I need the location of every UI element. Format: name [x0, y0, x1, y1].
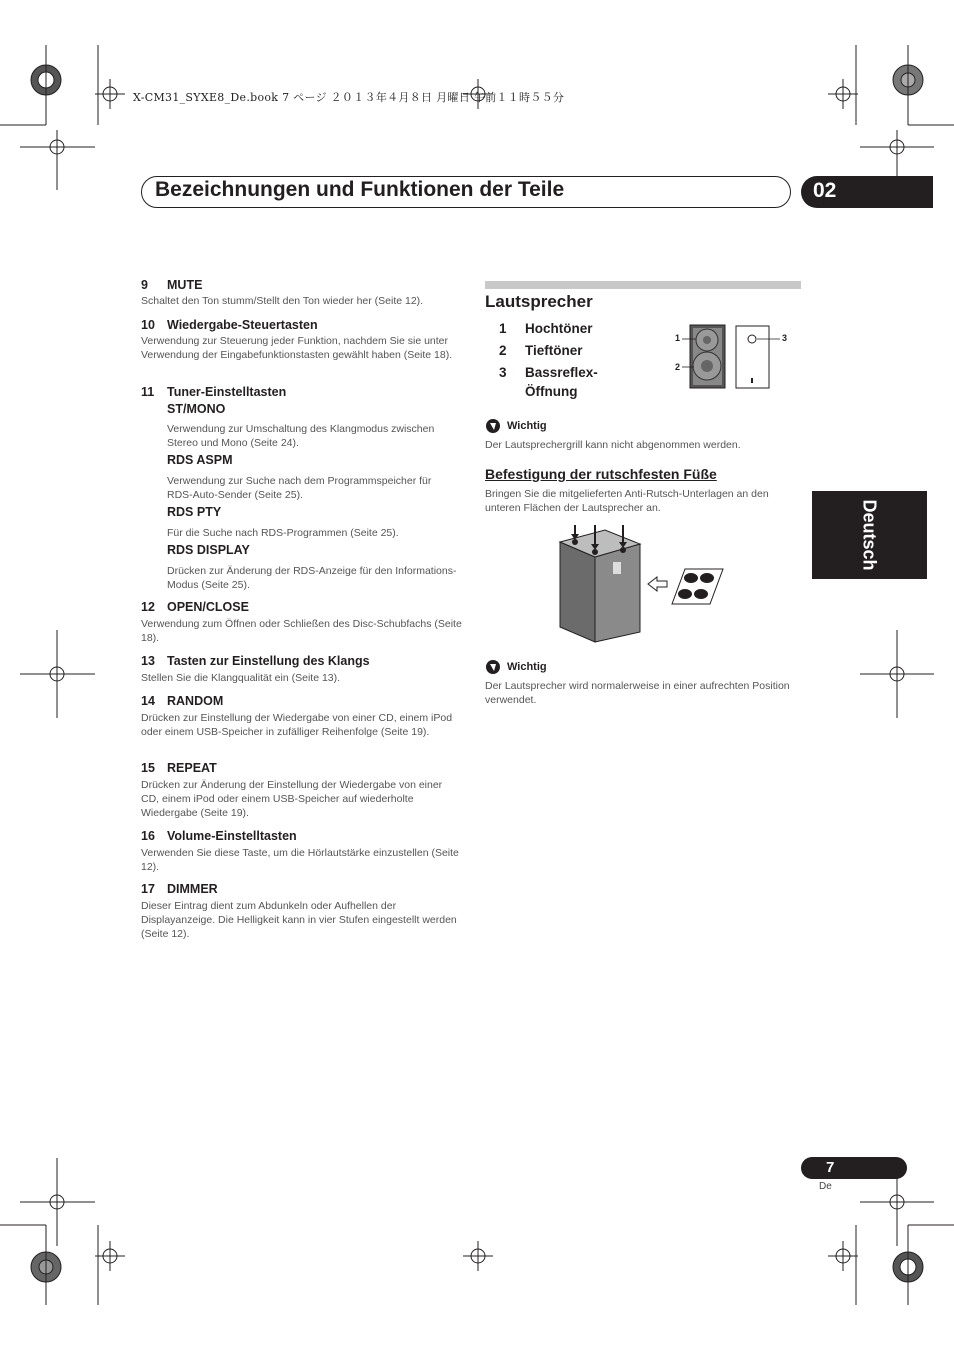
item-title: [141, 600, 249, 614]
note-text: Der Lautsprechergrill kann nicht abgenommen werden.: [485, 439, 741, 451]
item-title: [141, 654, 370, 668]
item-name: Wiedergabe-Steuertasten: [167, 318, 318, 332]
note-heading: Wichtig: [507, 661, 547, 673]
subitem-title: RDS ASPM: [167, 453, 233, 467]
item-title: [141, 882, 218, 896]
subitem-description: Verwendung zur Suche nach dem Programmspeicher für RDS-Auto-Sender (Seite 25).: [167, 475, 432, 501]
anti-slip-diagram: [555, 522, 725, 644]
item-description: Stellen Sie die Klangqualität ein (Seite 13).: [141, 672, 341, 684]
item-name: RANDOM: [167, 694, 224, 708]
subitem-description: Für die Suche nach RDS-Programmen (Seite 25).: [167, 527, 399, 539]
part-label: Bassreflex-: [525, 365, 598, 380]
item-description: Dieser Eintrag dient zum Abdunkeln oder Aufhellen der Displayanzeige. Die Helligkeit kann in vier Stufen eingestellt werden (Seite 12).: [141, 900, 457, 940]
diagram-label: 1: [675, 333, 681, 343]
page-title: Bezeichnungen und Funktionen der Teile: [155, 178, 565, 201]
item-name: REPEAT: [167, 761, 217, 775]
item-description: Verwendung zum Öffnen oder Schließen des Disc-Schubfachs (Seite 18).: [141, 618, 462, 644]
diagram-label: 3: [782, 333, 788, 343]
language-label: Deutsch: [859, 499, 880, 571]
section-bar: [485, 281, 801, 289]
subitem-description: Verwendung zur Umschaltung des Klangmodus zwischen Stereo und Mono (Seite 24).: [167, 423, 435, 449]
item-name: Tasten zur Einstellung des Klangs: [167, 654, 370, 668]
item-number: 15: [141, 761, 155, 775]
item-title: [141, 385, 286, 399]
item-number: 9: [141, 278, 148, 292]
speaker-diagram: [670, 322, 795, 392]
item-title: [141, 829, 297, 843]
important-icon: [486, 419, 501, 434]
item-name: DIMMER: [167, 882, 218, 896]
item-title: [141, 761, 217, 775]
part-label: Tieftöner: [525, 343, 583, 358]
item-name: Volume-Einstelltasten: [167, 829, 297, 843]
item-number: 13: [141, 654, 155, 668]
speaker-part: [499, 321, 593, 336]
item-title: [141, 318, 318, 332]
item-title: [141, 278, 202, 292]
part-label: Hochtöner: [525, 321, 593, 336]
diagram-label: 2: [675, 362, 681, 372]
file-info: X-CM31_SYXE8_De.book 7 ページ ２０１３年４月８日 月曜日 午前１１時５５分: [133, 91, 565, 104]
part-number: 3: [499, 365, 507, 380]
item-name: MUTE: [167, 278, 203, 292]
item-name: Tuner-Einstelltasten: [167, 385, 287, 399]
subitem-title: ST/MONO: [167, 402, 226, 416]
speaker-part: [499, 343, 583, 358]
section-title: Lautsprecher: [485, 292, 593, 311]
subitem-description: Drücken zur Änderung der RDS-Anzeige für den Informations-Modus (Seite 25).: [167, 565, 457, 591]
note-text: Der Lautsprecher wird normalerweise in einer aufrechten Position verwendet.: [485, 680, 790, 706]
speaker-part: [499, 365, 598, 380]
item-description: Verwenden Sie diese Taste, um die Hörlautstärke einzustellen (Seite 12).: [141, 847, 459, 873]
item-number: 12: [141, 600, 155, 614]
chapter-number: 02: [813, 179, 837, 202]
page-number-badge: [801, 1157, 907, 1179]
subsection-text: Bringen Sie die mitgelieferten Anti-Rutsch-Unterlagen an den unteren Flächen der Lautsprecher an.: [485, 488, 769, 514]
subitem-title: RDS DISPLAY: [167, 543, 250, 557]
subsection-title: Befestigung der rutschfesten Füße: [485, 466, 717, 482]
item-number: 16: [141, 829, 155, 843]
item-description: Drücken zur Änderung der Einstellung der Wiedergabe von einer CD, einem iPod oder einem USB-Speicher auf wiederholte Wiedergabe (Seite 19).: [141, 779, 443, 819]
item-number: 14: [141, 694, 155, 708]
subitem-title: RDS PTY: [167, 505, 222, 519]
item-description: Drücken zur Einstellung der Wiedergabe von einer CD, einem iPod oder einem USB-Speicher in zufälliger Reihenfolge (Seite 19).: [141, 712, 453, 738]
page-number: 7: [826, 1159, 835, 1176]
item-description: Verwendung zur Steuerung jeder Funktion, nachdem Sie sie unter Verwendung der Eingabefunktionstasten gewählt haben (Seite 18).: [141, 335, 453, 361]
language-tab: [812, 491, 927, 579]
item-number: 17: [141, 882, 155, 896]
item-number: 10: [141, 318, 155, 332]
item-description: Schaltet den Ton stumm/Stellt den Ton wieder her (Seite 12).: [141, 295, 424, 307]
page-language: De: [819, 1181, 832, 1192]
important-icon: [486, 660, 501, 675]
note-heading: Wichtig: [507, 420, 547, 432]
part-label-cont: Öffnung: [525, 384, 578, 399]
item-name: OPEN/CLOSE: [167, 600, 249, 614]
item-number: 11: [141, 385, 155, 399]
part-number: 2: [499, 343, 507, 358]
chapter-badge: [801, 176, 933, 208]
part-number: 1: [499, 321, 507, 336]
item-title: [141, 694, 223, 708]
